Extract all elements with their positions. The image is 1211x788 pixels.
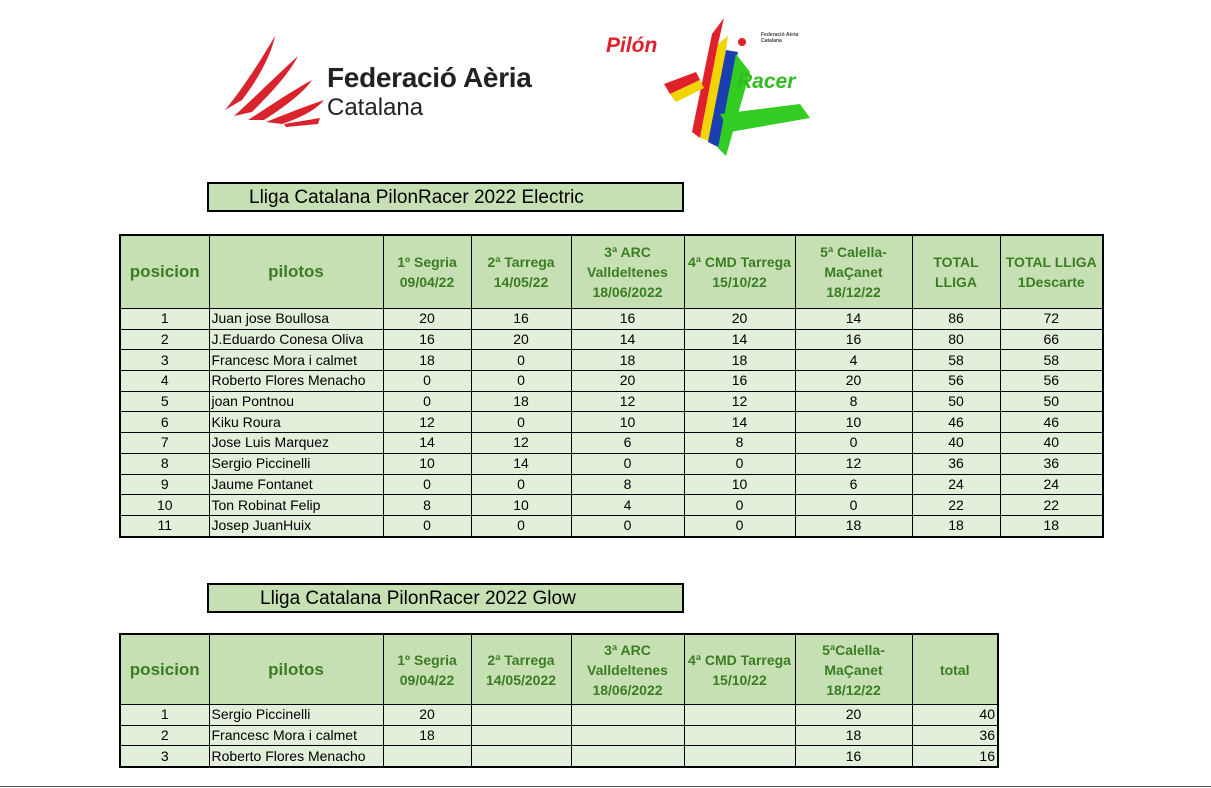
table-row — [120, 329, 1103, 350]
score-cell: 8 — [383, 495, 471, 516]
score-cell: 16 — [912, 746, 998, 767]
electric-header-row — [120, 235, 1103, 309]
table-row — [120, 453, 1103, 474]
pilot-name-cell: Josep JuanHuix — [209, 515, 383, 536]
score-cell: 16 — [795, 329, 912, 350]
score-cell: 0 — [383, 391, 471, 412]
electric-table — [119, 234, 1104, 538]
score-cell: 8 — [571, 474, 684, 495]
col-header: TOTAL LLIGA 1Descarte — [1000, 235, 1103, 309]
score-cell — [684, 705, 795, 726]
position-cell: 8 — [120, 453, 209, 474]
score-cell: 40 — [1000, 433, 1103, 454]
pilot-name-cell: Jose Luis Marquez — [209, 433, 383, 454]
score-cell: 40 — [912, 705, 998, 726]
table-row — [120, 309, 1103, 330]
col-header: pilotos — [209, 235, 383, 309]
score-cell: 22 — [1000, 495, 1103, 516]
position-cell: 11 — [120, 515, 209, 536]
glow-body — [120, 705, 998, 768]
score-cell: 50 — [1000, 391, 1103, 412]
table-row — [120, 705, 998, 726]
score-cell: 12 — [571, 391, 684, 412]
score-cell: 0 — [383, 371, 471, 392]
pilot-name-cell: Sergio Piccinelli — [209, 453, 383, 474]
score-cell: 16 — [795, 746, 912, 767]
score-cell: 24 — [1000, 474, 1103, 495]
score-cell: 20 — [684, 309, 795, 330]
table-row — [120, 495, 1103, 516]
score-cell: 72 — [1000, 309, 1103, 330]
pilon-word: Pilón — [606, 34, 658, 57]
score-cell: 4 — [795, 350, 912, 371]
score-cell: 18 — [1000, 515, 1103, 536]
score-cell — [684, 746, 795, 767]
score-cell: 20 — [571, 371, 684, 392]
col-header: 1º Segria 09/04/22 — [383, 634, 471, 705]
table-row — [120, 433, 1103, 454]
score-cell: 0 — [471, 350, 571, 371]
glow-title: Lliga Catalana PilonRacer 2022 Glow — [207, 583, 684, 613]
pilot-name-cell: Francesc Mora i calmet — [209, 725, 383, 746]
score-cell: 6 — [795, 474, 912, 495]
electric-body — [120, 309, 1103, 537]
score-cell: 10 — [471, 495, 571, 516]
col-header: 4ª CMD Tarrega 15/10/22 — [684, 634, 795, 705]
electric-title: Lliga Catalana PilonRacer 2022 Electric — [207, 182, 684, 212]
score-cell: 0 — [571, 453, 684, 474]
score-cell: 0 — [383, 515, 471, 536]
racer-word: Racer — [737, 70, 796, 93]
score-cell: 14 — [383, 433, 471, 454]
score-cell: 36 — [1000, 453, 1103, 474]
score-cell — [684, 725, 795, 746]
score-cell: 8 — [795, 391, 912, 412]
pilot-name-cell: Roberto Flores Menacho — [209, 746, 383, 767]
score-cell: 16 — [684, 371, 795, 392]
fac-title: Federació Aèria — [327, 62, 532, 93]
score-cell: 10 — [795, 412, 912, 433]
bottom-rule — [0, 786, 1211, 787]
position-cell: 1 — [120, 309, 209, 330]
score-cell: 0 — [471, 412, 571, 433]
score-cell: 16 — [383, 329, 471, 350]
score-cell: 66 — [1000, 329, 1103, 350]
score-cell: 36 — [912, 725, 998, 746]
score-cell: 46 — [1000, 412, 1103, 433]
score-cell: 8 — [684, 433, 795, 454]
table-row — [120, 350, 1103, 371]
score-cell: 10 — [571, 412, 684, 433]
score-cell: 16 — [571, 309, 684, 330]
score-cell: 12 — [471, 433, 571, 454]
pilot-name-cell: Kiku Roura — [209, 412, 383, 433]
table-row — [120, 412, 1103, 433]
position-cell: 9 — [120, 474, 209, 495]
score-cell: 18 — [383, 350, 471, 371]
score-cell: 6 — [571, 433, 684, 454]
score-cell: 18 — [383, 725, 471, 746]
pilot-name-cell: Juan jose Boullosa — [209, 309, 383, 330]
score-cell — [471, 725, 571, 746]
score-cell: 14 — [471, 453, 571, 474]
score-cell: 16 — [471, 309, 571, 330]
score-cell: 0 — [795, 433, 912, 454]
position-cell: 3 — [120, 746, 209, 767]
pilot-name-cell: Francesc Mora i calmet — [209, 350, 383, 371]
score-cell: 86 — [912, 309, 1000, 330]
position-cell: 10 — [120, 495, 209, 516]
position-cell: 1 — [120, 705, 209, 726]
score-cell: 18 — [795, 725, 912, 746]
score-cell — [471, 746, 571, 767]
table-row — [120, 515, 1103, 536]
position-cell: 3 — [120, 350, 209, 371]
score-cell: 80 — [912, 329, 1000, 350]
score-cell: 20 — [471, 329, 571, 350]
position-cell: 4 — [120, 371, 209, 392]
col-header: 2ª Tarrega 14/05/2022 — [471, 634, 571, 705]
table-row — [120, 371, 1103, 392]
score-cell: 50 — [912, 391, 1000, 412]
score-cell: 0 — [684, 515, 795, 536]
col-header: posicion — [120, 235, 209, 309]
mini-fed-line1: Federació Aèria — [761, 32, 799, 38]
score-cell: 24 — [912, 474, 1000, 495]
mini-fed-text — [761, 32, 798, 44]
score-cell: 56 — [912, 371, 1000, 392]
score-cell: 58 — [912, 350, 1000, 371]
score-cell: 14 — [571, 329, 684, 350]
score-cell: 12 — [684, 391, 795, 412]
score-cell: 20 — [795, 371, 912, 392]
col-header: 3ª ARC Valldeltenes 18/06/2022 — [571, 634, 684, 705]
score-cell — [383, 746, 471, 767]
score-cell: 0 — [571, 515, 684, 536]
glow-header-row — [120, 634, 998, 705]
pilot-name-cell: Roberto Flores Menacho — [209, 371, 383, 392]
fac-subtitle: Catalana — [327, 94, 424, 121]
score-cell: 4 — [571, 495, 684, 516]
score-cell: 10 — [383, 453, 471, 474]
pilot-name-cell: J.Eduardo Conesa Oliva — [209, 329, 383, 350]
col-header: total — [912, 634, 998, 705]
pilot-name-cell: Jaume Fontanet — [209, 474, 383, 495]
position-cell: 7 — [120, 433, 209, 454]
col-header: posicion — [120, 634, 209, 705]
col-header: TOTAL LLIGA — [912, 235, 1000, 309]
col-header: 3ª ARC Valldeltenes 18/06/2022 — [571, 235, 684, 309]
score-cell: 0 — [684, 453, 795, 474]
score-cell: 40 — [912, 433, 1000, 454]
score-cell: 58 — [1000, 350, 1103, 371]
table-row — [120, 725, 998, 746]
score-cell: 0 — [684, 495, 795, 516]
mini-fed-line2: Catalana — [761, 38, 782, 44]
score-cell: 22 — [912, 495, 1000, 516]
score-cell: 18 — [471, 391, 571, 412]
col-header: pilotos — [209, 634, 383, 705]
score-cell: 0 — [471, 515, 571, 536]
score-cell: 14 — [684, 412, 795, 433]
glow-table — [119, 633, 999, 768]
score-cell: 0 — [471, 371, 571, 392]
score-cell — [571, 705, 684, 726]
position-cell: 5 — [120, 391, 209, 412]
pilot-name-cell: Sergio Piccinelli — [209, 705, 383, 726]
score-cell: 18 — [795, 515, 912, 536]
score-cell: 20 — [383, 705, 471, 726]
score-cell: 14 — [684, 329, 795, 350]
position-cell: 6 — [120, 412, 209, 433]
score-cell: 20 — [795, 705, 912, 726]
score-cell: 18 — [571, 350, 684, 371]
table-row — [120, 391, 1103, 412]
col-header: 5ª Calella-MaÇanet 18/12/22 — [795, 235, 912, 309]
col-header: 4ª CMD Tarrega 15/10/22 — [684, 235, 795, 309]
score-cell: 18 — [684, 350, 795, 371]
table-row — [120, 474, 1103, 495]
score-cell: 14 — [795, 309, 912, 330]
pilot-name-cell: Ton Robinat Felip — [209, 495, 383, 516]
position-cell: 2 — [120, 329, 209, 350]
score-cell — [471, 705, 571, 726]
score-cell: 18 — [912, 515, 1000, 536]
score-cell — [571, 746, 684, 767]
score-cell: 46 — [912, 412, 1000, 433]
score-cell: 10 — [684, 474, 795, 495]
score-cell: 0 — [383, 474, 471, 495]
score-cell: 0 — [795, 495, 912, 516]
score-cell — [571, 725, 684, 746]
score-cell: 12 — [795, 453, 912, 474]
score-cell: 0 — [471, 474, 571, 495]
score-cell: 12 — [383, 412, 471, 433]
col-header: 2ª Tarrega 14/05/22 — [471, 235, 571, 309]
col-header: 5ªCalella-MaÇanet 18/12/22 — [795, 634, 912, 705]
score-cell: 56 — [1000, 371, 1103, 392]
col-header: 1º Segria 09/04/22 — [383, 235, 471, 309]
table-row — [120, 746, 998, 767]
score-cell: 20 — [383, 309, 471, 330]
pilot-name-cell: joan Pontnou — [209, 391, 383, 412]
score-cell: 36 — [912, 453, 1000, 474]
position-cell: 2 — [120, 725, 209, 746]
